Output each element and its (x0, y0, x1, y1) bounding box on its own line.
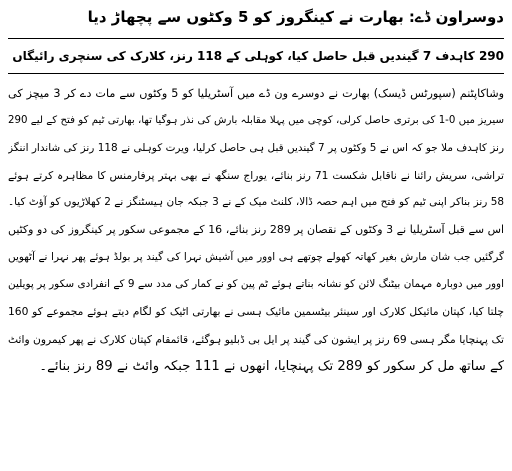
article-body (8, 80, 504, 380)
subheadline-box (8, 38, 504, 74)
body-line: گرگئیں جب شان مارش بغیر کھاتہ کھولے چوتھے ہی اوور میں آشیش نہرا کی گیند پر بولڈ ہوئے پھر نہرا نے آٹھویں (8, 250, 504, 263)
body-line: 58 رنز بناکر اپنی ٹیم کو فتح میں اہم حصہ ڈالا، کلنٹ میک کے نے 3 جبکہ جان ہیسٹنگز نے 2 کھلاڑیوں کو آؤٹ کیا۔ (8, 196, 504, 209)
body-line: وشاکاپٹنم (سپورٹس ڈیسک) بھارت نے دوسرے ون ڈے میں آسٹریلیا کو 5 وکٹوں سے مات دے کر 3 میچز کی (8, 87, 504, 100)
article-headline: دوسراون ڈے: بھارت نے کینگروز کو 5 وکٹوں سے پچھاڑ دیا (87, 8, 504, 26)
body-line: رنز کاہدف ملا جو کہ اس نے 5 وکٹوں پر 7 گیندیں قبل ہی حاصل کرلیا، ویرت کوہلی نے 118 رنز کی شاندار اننگز (8, 141, 504, 154)
body-line: تراشی، سریش رائنا نے ناقابل شکست 71 رنز بنائے، یوراج سنگھ نے بھی بہتر پرفارمنس کا مظاہرہ کرتے ہوئے (8, 168, 504, 182)
body-line: اوور میں دوبارہ مہمان بیٹنگ لائن کو نشانہ بناتے ہوئے ٹم پین کو نے کمار کی مدد سے 9 کے انفرادی سکور پر پویلین (8, 278, 504, 291)
body-line: تک پہنچایا مگر ہسی 69 رنز پر ایشون کی گیند پر ایل بی ڈبلیو ہوگئے، قائمقام کپتان کلارک نے پھر کیمرون وائٹ (8, 332, 504, 346)
body-line: سیریز میں 0-1 کی برتری حاصل کرلی، کوچی میں پہلا مقابلہ بارش کی نذر ہوگیا تھا، بھارتی ٹیم کو فتح کے لیے 290 (8, 115, 504, 127)
body-line: اس سے قبل آسٹریلیا نے 3 وکٹوں کے نقصان پر 289 رنز بنائے، 16 کے مجموعی سکور پر کینگروز کی دو وکٹیں (8, 223, 504, 237)
body-line: کے ساتھ مل کر سکور کو 289 تک پہنچایا، انھوں نے 111 جبکہ وائٹ نے 89 رنز بنائے۔ (39, 358, 504, 374)
article-subheadline: 290 کاہدف 7 گیندیں قبل حاصل کیا، کوہلی کے 118 رنز، کلارک کی سنچری رائیگاں (12, 49, 504, 63)
body-line: چلتا کیا، کپتان مائیکل کلارک اور سینئر بیٹسمین مائیک ہسی نے بھارتی اٹیک کو لگام دیتے ہوئے مجموعے کو 160 (8, 305, 504, 319)
